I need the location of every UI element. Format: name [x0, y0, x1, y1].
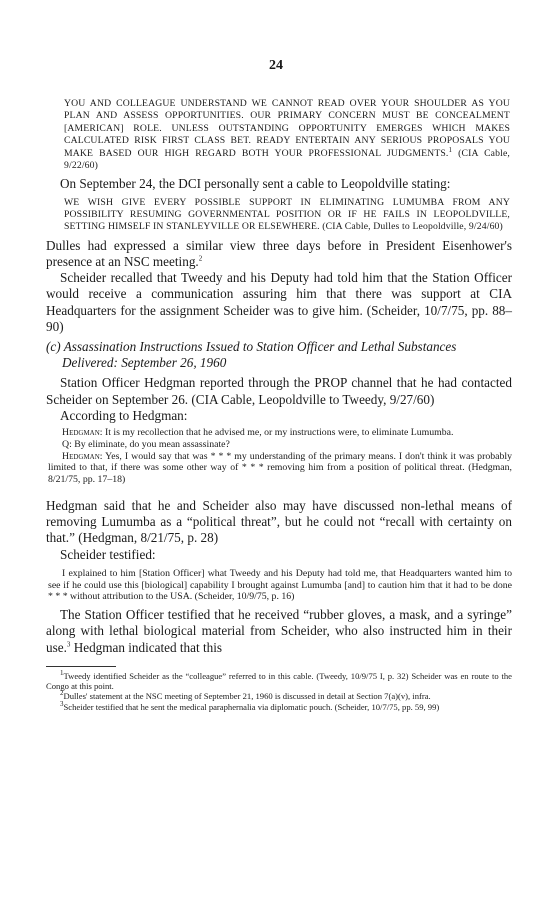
testimony-question: Q: By eliminate, do you mean assassinate? [62, 438, 230, 450]
paragraph-according: According to Hedgman: [60, 407, 188, 423]
paragraph-non-lethal: Hedgman said that he and Scheider also may have discussed non-lethal means of removing Lumumba as a “political threat”, but he could not “recall with certainty on that.” (Hedgman, 8/21/75, p. 28) [46, 498, 512, 546]
paragraph-station-officer [46, 607, 512, 656]
speaker-name: Hedgman [62, 427, 100, 439]
answer-1-text: : It is my recollection that he advised me, or my instructions were, to eliminate Lumumba. [99, 427, 454, 439]
quote-2-citation: (CIA Cable, Dulles to Leopoldville, 9/24/60) [322, 221, 503, 233]
section-heading: (c) Assassination Instructions Issued to Station Officer and Lethal Substances Delivered: September 26, 1960 [46, 339, 457, 371]
cable-quote-1 [64, 98, 510, 172]
spacer [46, 486, 512, 498]
paragraph-scheider-testified: Scheider testified: [60, 546, 156, 562]
footnote-3 [46, 699, 512, 712]
testimony-scheider: I explained to him [Station Officer] what Tweedy and his Deputy had told me, that Headquarters wanted him to see if he could use this [biological] capability I brought against Lumumba [and] to caution him that it had to be done * * * without attribution to the USA. (Scheider, 10/9/75, p. 16) [48, 567, 512, 603]
footnote-divider [46, 666, 116, 667]
footnote-ref-1: 1 [448, 145, 453, 154]
paragraph-dci-cable: On September 24, the DCI personally sent a cable to Leopoldville stating: [60, 176, 451, 192]
paragraph-station-officer-end: Hedgman indicated that this [70, 639, 223, 655]
document-page [46, 58, 512, 712]
footnote-ref-3: 3 [66, 640, 71, 649]
footnote-1-text: Tweedy identified Scheider as the “colleague” referred to in this cable. (Tweedy, 10/9/75 I, p. 32) Scheider was en route to the Congo at this point. [46, 670, 512, 692]
speaker-name: Hedgman [62, 450, 100, 462]
footnote-2-marker: 2 [60, 689, 64, 698]
paragraph-scheider-recalled: Scheider recalled that Tweedy and his Deputy had told him that the Station Officer would receive a communication assuring him that there was support at CIA Headquarters for the assignment Scheider was to give him. (Scheider, 10/7/75, pp. 88–90) [46, 270, 512, 334]
answer-2-text: : Yes, I would say that was * * * my understanding of the primary means. I don't think it was probably limited to that, if there was some other way of * * * removing him from a position of political threat. (Hedgman, 8/21/75, pp. 17–18) [48, 450, 512, 486]
footnote-2 [46, 691, 512, 701]
paragraph-station-officer-text: The Station Officer testified that he received “rubber gloves, a mask, and a syringe” along with lethal biological material from Scheider, who also instructed him in their use. [46, 607, 512, 655]
footnote-1 [46, 671, 512, 691]
footnote-ref-2: 2 [198, 254, 203, 263]
paragraph-hedgman-report: Station Officer Hedgman reported through the PROP channel that he had contacted Scheider on September 26. (CIA Cable, Leopoldville to Tweedy, 9/27/60) [46, 375, 512, 407]
quote-1-citation: (CIA Cable, 9/22/60) [64, 147, 510, 172]
page-number: 24 [269, 58, 283, 73]
paragraph-dulles-text: Dulles had expressed a similar view three days before in President Eisenhower's presence at an NSC meeting. [46, 237, 512, 270]
footnote-2-text: Dulles' statement at the NSC meeting of September 21, 1960 is discussed in detail at Section 7(a)(v), infra. [63, 691, 431, 702]
testimony-hedgman [48, 427, 512, 486]
footnotes [46, 671, 512, 712]
testimony-answer-1 [48, 427, 512, 439]
footnote-3-marker: 3 [60, 699, 64, 708]
quote-2-text: WE WISH GIVE EVERY POSSIBLE SUPPORT IN ELIMINATING LUMUMBA FROM ANY POSSIBILITY RESUMING GOVERNMENTAL POSITION OR IF HE FAILS IN LEOPOLDVILLE, SETTING HIMSELF IN STANLEYVILLE OR ELSEWHERE. [64, 196, 510, 233]
footnote-3-text: Scheider testified that he sent the medical paraphernalia via diplomatic pouch. (Scheider, 10/7/75, pp. 59, 99) [63, 701, 440, 712]
footnote-1-marker: 1 [60, 669, 64, 678]
quote-1-text: YOU AND COLLEAGUE UNDERSTAND WE CANNOT READ OVER YOUR SHOULDER AS YOU PLAN AND ASSESS OPPORTUNITIES. OUR PRIMARY CONCERN MUST BE CONCEALMENT [AMERICAN] ROLE. UNLESS OUTSTANDING OPPORTUNITY EMERGES WHICH MAKES CALCULATED RISK FIRST CLASS BET. READY ENTERTAIN ANY SERIOUS PROPOSALS YOU MAKE BASED OUR HIGH REGARD BOTH YOUR PROFESSIONAL JUDGMENTS. [64, 98, 510, 159]
paragraph-dulles [46, 238, 512, 270]
testimony-answer-2 [48, 451, 512, 486]
cable-quote-2 [64, 197, 510, 234]
